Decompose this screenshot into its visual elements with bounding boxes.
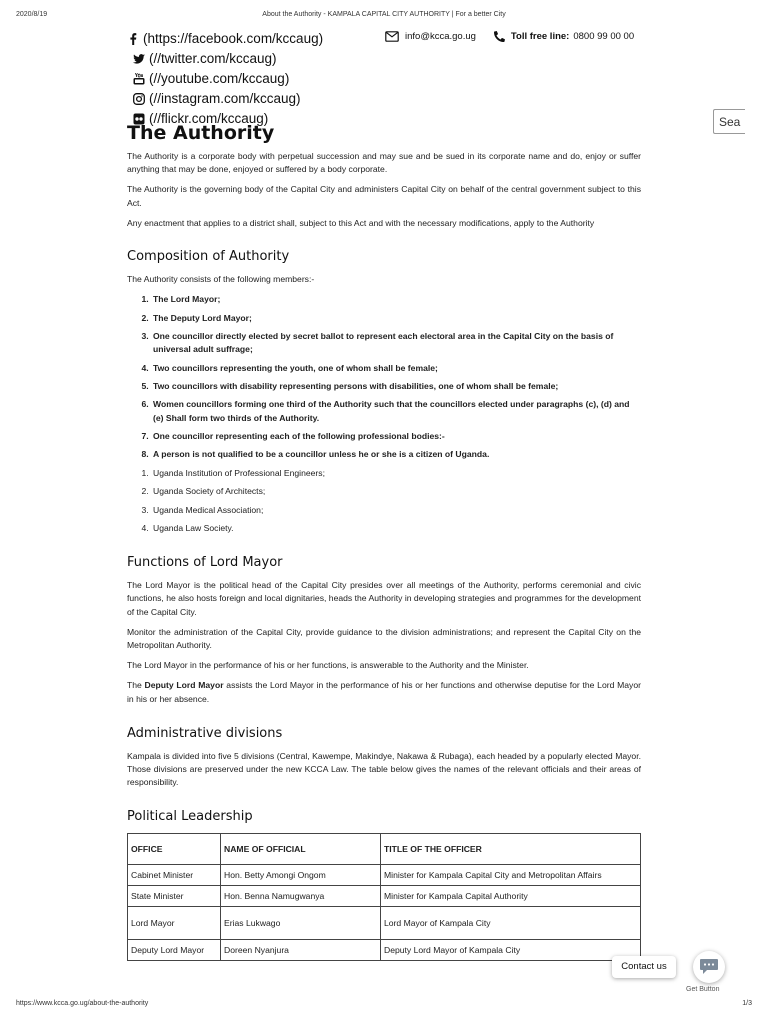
list-item: 1. Uganda Institution of Professional Engineers;	[151, 467, 641, 480]
divisions-heading: Administrative divisions	[127, 725, 283, 741]
print-title: About the Authority - KAMPALA CAPITAL CITY AUTHORITY | For a better City	[262, 11, 506, 18]
deputy-lord-mayor-bold: Deputy Lord Mayor	[144, 680, 224, 691]
envelope-icon	[385, 31, 399, 42]
list-item: 7. One councillor representing each of the following professional bodies:-	[151, 430, 641, 443]
functions-paragraph: The Deputy Lord Mayor assists the Lord Mayor in the performance of his or her functions and otherwise deputise for the Lord Mayor in his or her absence.	[127, 680, 641, 704]
toll-free-label: Toll free line:	[510, 31, 570, 42]
table-cell: Doreen Nyanjura	[221, 940, 381, 961]
composition-lead: The Authority consists of the following members:-	[127, 274, 315, 285]
table-cell: Lord Mayor	[128, 907, 221, 940]
youtube-link-text[interactable]: (//youtube.com/kccaug)	[149, 71, 290, 86]
members-list	[127, 293, 641, 461]
table-cell: Hon. Benna Namugwanya	[221, 886, 381, 907]
table-row	[128, 886, 641, 907]
get-button-label[interactable]: Get Button	[686, 986, 720, 993]
intro-paragraph: The Authority is the governing body of the Capital City and administers Capital City on behalf of the central government subject to this Act.	[127, 184, 641, 208]
list-item: 2. The Deputy Lord Mayor;	[151, 312, 641, 325]
table-cell: Deputy Lord Mayor	[128, 940, 221, 961]
twitter-link-text[interactable]: (//twitter.com/kccaug)	[149, 51, 277, 66]
contact-email[interactable]: info@kcca.go.ug	[405, 31, 476, 42]
print-header	[16, 11, 752, 21]
list-item: 3. Uganda Medical Association;	[151, 504, 641, 517]
print-url: https://www.kcca.go.ug/about-the-authority	[16, 1000, 149, 1007]
table-cell: Minister for Kampala Capital Authority	[381, 886, 641, 907]
instagram-icon	[133, 93, 145, 105]
print-page-number: 1/3	[742, 1000, 752, 1007]
facebook-icon	[127, 33, 139, 45]
table-row	[128, 907, 641, 940]
contact-us-button[interactable]: Contact us	[612, 956, 676, 978]
list-item: 8. A person is not qualified to be a councillor unless he or she is a citizen of Uganda.	[151, 448, 641, 461]
main-content	[127, 118, 641, 961]
table-cell: Erias Lukwago	[221, 907, 381, 940]
contact-bar	[385, 31, 634, 42]
intro-paragraph: The Authority is a corporate body with perpetual succession and may sue and be sued in its corporate name and do, enjoy or suffer anything that may be done, enjoyed or suffered by a body corporate.	[127, 151, 641, 175]
phone-icon	[494, 31, 505, 42]
facebook-link-text[interactable]: (https://facebook.com/kccaug)	[143, 31, 324, 46]
list-item: 6. Women councillors forming one third of the Authority such that the councillors elected under paragraphs (c), (d) and (e) Shall form two thirds of the Authority.	[151, 398, 641, 424]
print-date: 2020/8/19	[16, 11, 48, 18]
functions-paragraph: The Lord Mayor is the political head of the Capital City presides over all meetings of the Authority, performs ceremonial and civic functions, he also hosts foreign and local dignitaries, heads the Authority in developing strategies and programmes for the development of the Capital City.	[127, 580, 641, 617]
social-link-twitter[interactable]	[127, 49, 323, 69]
table-header-cell: TITLE OF THE OFFICER	[381, 834, 641, 865]
composition-heading: Composition of Authority	[127, 249, 290, 265]
page-title: The Authority	[127, 122, 275, 144]
flickr-link-text[interactable]: (//flickr.com/kccaug)	[149, 111, 269, 126]
table-cell: Minister for Kampala Capital City and Metropolitan Affairs	[381, 865, 641, 886]
professional-bodies-list	[127, 467, 641, 535]
table-cell: Cabinet Minister	[128, 865, 221, 886]
list-item: 1. The Lord Mayor;	[151, 293, 641, 306]
chat-button[interactable]	[693, 951, 725, 983]
print-footer	[16, 1000, 752, 1010]
social-link-facebook[interactable]	[127, 29, 323, 49]
intro-paragraph: Any enactment that applies to a district shall, subject to this Act and with the necessary modifications, apply to the Authority	[127, 217, 595, 228]
search-input[interactable]: Sea	[713, 109, 745, 134]
list-item: 5. Two councillors with disability representing persons with disabilities, one of whom shall be female;	[151, 380, 641, 393]
table-cell: State Minister	[128, 886, 221, 907]
leadership-table	[127, 833, 641, 961]
divisions-paragraph: Kampala is divided into five 5 divisions (Central, Kawempe, Makindye, Nakawa & Rubaga), each headed by a popularly elected Mayor. Those divisions are preserved under the new KCCA Law. The table below gives the names of the relevant officials and their areas of responsibility.	[127, 750, 641, 788]
twitter-icon	[133, 53, 145, 65]
functions-paragraph: Monitor the administration of the Capital City, provide guidance to the division administrations; and represent the Capital City on the Metropolitan Authority.	[127, 626, 641, 650]
table-cell: Deputy Lord Mayor of Kampala City	[381, 940, 641, 961]
table-header-row	[128, 834, 641, 865]
social-link-youtube[interactable]	[127, 69, 323, 89]
list-item: 2. Uganda Society of Architects;	[151, 485, 641, 498]
table-cell: Lord Mayor of Kampala City	[381, 907, 641, 940]
social-link-instagram[interactable]	[127, 89, 323, 109]
table-header-cell: OFFICE	[128, 834, 221, 865]
list-item: 4. Uganda Law Society.	[151, 522, 641, 535]
table-header-cell: NAME OF OFFICIAL	[221, 834, 381, 865]
functions-heading: Functions of Lord Mayor	[127, 555, 283, 571]
toll-free-number[interactable]: 0800 99 00 00	[573, 31, 635, 42]
table-row	[128, 940, 641, 961]
leadership-heading: Political Leadership	[127, 809, 253, 825]
list-item: 3. One councillor directly elected by secret ballot to represent each electoral area in the Capital City on the basis of universal adult suffrage;	[151, 330, 641, 356]
instagram-link-text[interactable]: (//instagram.com/kccaug)	[149, 91, 301, 106]
youtube-icon	[133, 73, 145, 85]
social-links	[127, 29, 323, 129]
table-cell: Hon. Betty Amongi Ongom	[221, 865, 381, 886]
chat-bubble-icon	[699, 958, 719, 976]
functions-paragraph: The Lord Mayor in the performance of his or her functions, is answerable to the Authority and the Minister.	[127, 660, 529, 671]
list-item: 4. Two councillors representing the youth, one of whom shall be female;	[151, 362, 641, 375]
table-row	[128, 865, 641, 886]
